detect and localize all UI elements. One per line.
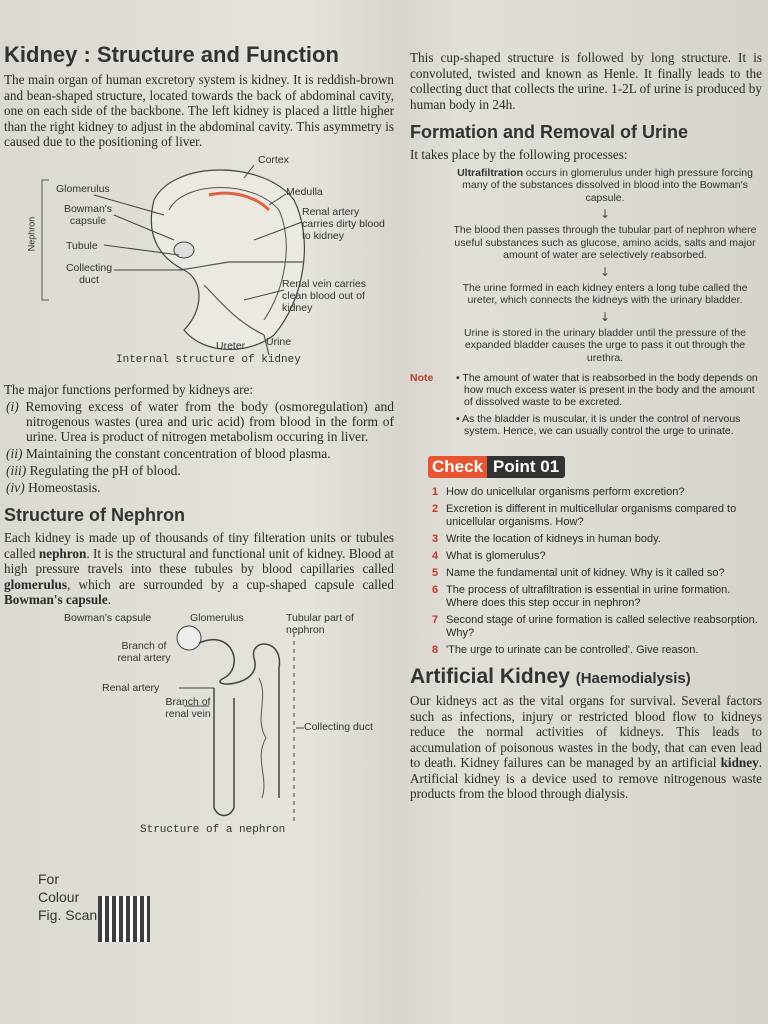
label-medulla: Medulla [286, 185, 323, 198]
label-renal-vein: Renal vein carries clean blood out of kidney [282, 277, 367, 314]
formation-intro: It takes place by the following processes: [410, 147, 628, 162]
section-title-formation: Formation and Removal of Urine [410, 122, 689, 142]
questions-list [432, 486, 762, 657]
note-box [410, 372, 762, 442]
colour-fig-label: For Colour Fig. Scan [38, 871, 98, 923]
label-cortex: Cortex [258, 153, 289, 166]
artificial-kidney-paragraph: Our kidneys act as the vital organs for survival. Several factors such as infections, injury or restricted blood flow to kidneys reduce the normal activities of kidneys. This leads to accumulation of poisonous wastes in the body, that can even lead to death. Kidney failures can be managed by an artificial kidney. Artificial kidney is a device used to remove nitrogenous waste products from the blood through dialysis. [410, 693, 762, 801]
functions-intro: The major functions performed by kidneys are: [4, 381, 254, 397]
list-item: • As the bladder is muscular, it is under the control of nervous system. Hence, we can usually control the urge to urinate. [456, 413, 741, 437]
flow-step: Ultrafiltration occurs in glomerulus under high pressure forcing many of the substances dissolved in blood into the Bowman's capsule. [457, 166, 753, 204]
flow-step: Urine is stored in the urinary bladder until the pressure of the expanded bladder causes the urge to pass it out through the urethra. [464, 326, 746, 364]
label-branch-vein: Branch of renal vein [165, 695, 211, 720]
list-item: (i) Removing excess of water from the body (osmoregulation) and nitrogenous wastes (urea and uric acid) from blood in the form of urine. Urea is product of nitrogen metabolism occuring in liver. [6, 399, 394, 444]
down-arrow-icon: ↓ [599, 207, 611, 221]
checkpoint-badge: Check Point 01 [428, 456, 565, 478]
label-renal-artery: Renal artery carries dirty blood to kidney [302, 205, 385, 242]
flow-step: The urine formed in each kidney enters a long tube called the ureter, which connects the kidneys with the urinary bladder. [462, 281, 748, 306]
section-title-artificial-kidney: Artificial Kidney (Haemodialysis) [410, 665, 691, 688]
label-branch-artery: Branch of renal artery [117, 639, 171, 664]
list-item: • The amount of water that is reabsorbed in the body depends on how much excess water is present in the body and the amount of dissolved waste to be excreted. [456, 372, 758, 408]
label-collecting-duct-2: Collecting duct [304, 720, 373, 733]
intro-paragraph: The main organ of human excretory system is kidney. It is reddish-brown and bean-shaped structure, located towards the back of abdominal cavity, one on each side of the backbone. The left kidney is placed a little higher than the right kidney to adjust in the abdominal cavity. This asymmetry is caused due to the positioning of liver. [4, 72, 394, 149]
label-renal-artery-2: Renal artery [102, 681, 160, 694]
list-item: (iii) Regulating the pH of blood. [6, 463, 181, 478]
list-item: (ii) Maintaining the constant concentration of blood plasma. [6, 446, 331, 461]
qr-code[interactable] [98, 896, 150, 942]
list-item: 5 Name the fundamental unit of kidney. Why is it called so? [432, 567, 725, 579]
list-item: 4 What is glomerulus? [432, 550, 546, 562]
label-bowmans-capsule: Bowman's capsule [64, 611, 152, 624]
label-ureter: Ureter [216, 339, 246, 352]
list-item: 8 'The urge to urinate can be controlled'. Give reason. [432, 644, 699, 656]
nephron-figure [4, 608, 394, 838]
list-item: (iv) Homeostasis. [6, 480, 101, 495]
left-column [4, 42, 394, 838]
note-tag: Note [410, 372, 434, 384]
figure-caption-nephron: Structure of a nephron [140, 823, 286, 836]
kidney-figure [4, 150, 394, 380]
label-tubular-part: Tubular part of nephron [286, 611, 354, 636]
down-arrow-icon: ↓ [599, 309, 611, 324]
functions-list [4, 399, 394, 495]
flow-step: The blood then passes through the tubular part of nephron where useful substances such as glucose, amino acids, salts and major amount of water are selectively reabsorbed. [453, 224, 757, 261]
list-item: 6 The process of ultrafiltration is essential in urine formation. Where does this step occur in nephron? [432, 584, 731, 609]
label-glomerulus-2: Glomerulus [190, 611, 244, 624]
label-tubule: Tubule [66, 239, 98, 252]
section-title-nephron: Structure of Nephron [4, 505, 186, 525]
label-nephron: Nephron [26, 216, 37, 251]
continuation-paragraph: This cup-shaped structure is followed by long structure. It is convoluted, twisted and known as Henle. It finally leads to the collecting duct that collects the urine. 1-2L of urine is produced by human body in 24h. [410, 50, 762, 112]
label-collecting-duct: Collecting duct [65, 261, 113, 286]
list-item: 3 Write the location of kidneys in human body. [432, 533, 661, 545]
list-item: 2 Excretion is different in multicellular organisms compared to unicellular organisms. How? [432, 503, 737, 528]
label-bowmans: Bowman's capsule [63, 202, 113, 227]
label-urine: Urine [266, 335, 292, 348]
down-arrow-icon: ↓ [599, 264, 611, 279]
list-item: 1 How do unicellular organisms perform excretion? [432, 486, 685, 498]
nephron-paragraph: Each kidney is made up of thousands of tiny filteration units or tubules called nephron. It is the structural and functional unit of kidney. Blood at high pressure travels into these tubules by blood capillaries called glomerulus, which are surrounded by a cup-shaped capsule called Bowman's capsule. [4, 530, 395, 607]
page-title: Kidney : Structure and Function [4, 42, 339, 67]
right-column [410, 50, 762, 802]
figure-caption-kidney: Internal structure of kidney [116, 353, 301, 366]
list-item: 7 Second stage of urine formation is called selective reabsorption. Why? [432, 614, 758, 639]
label-glomerulus: Glomerulus [56, 182, 110, 195]
